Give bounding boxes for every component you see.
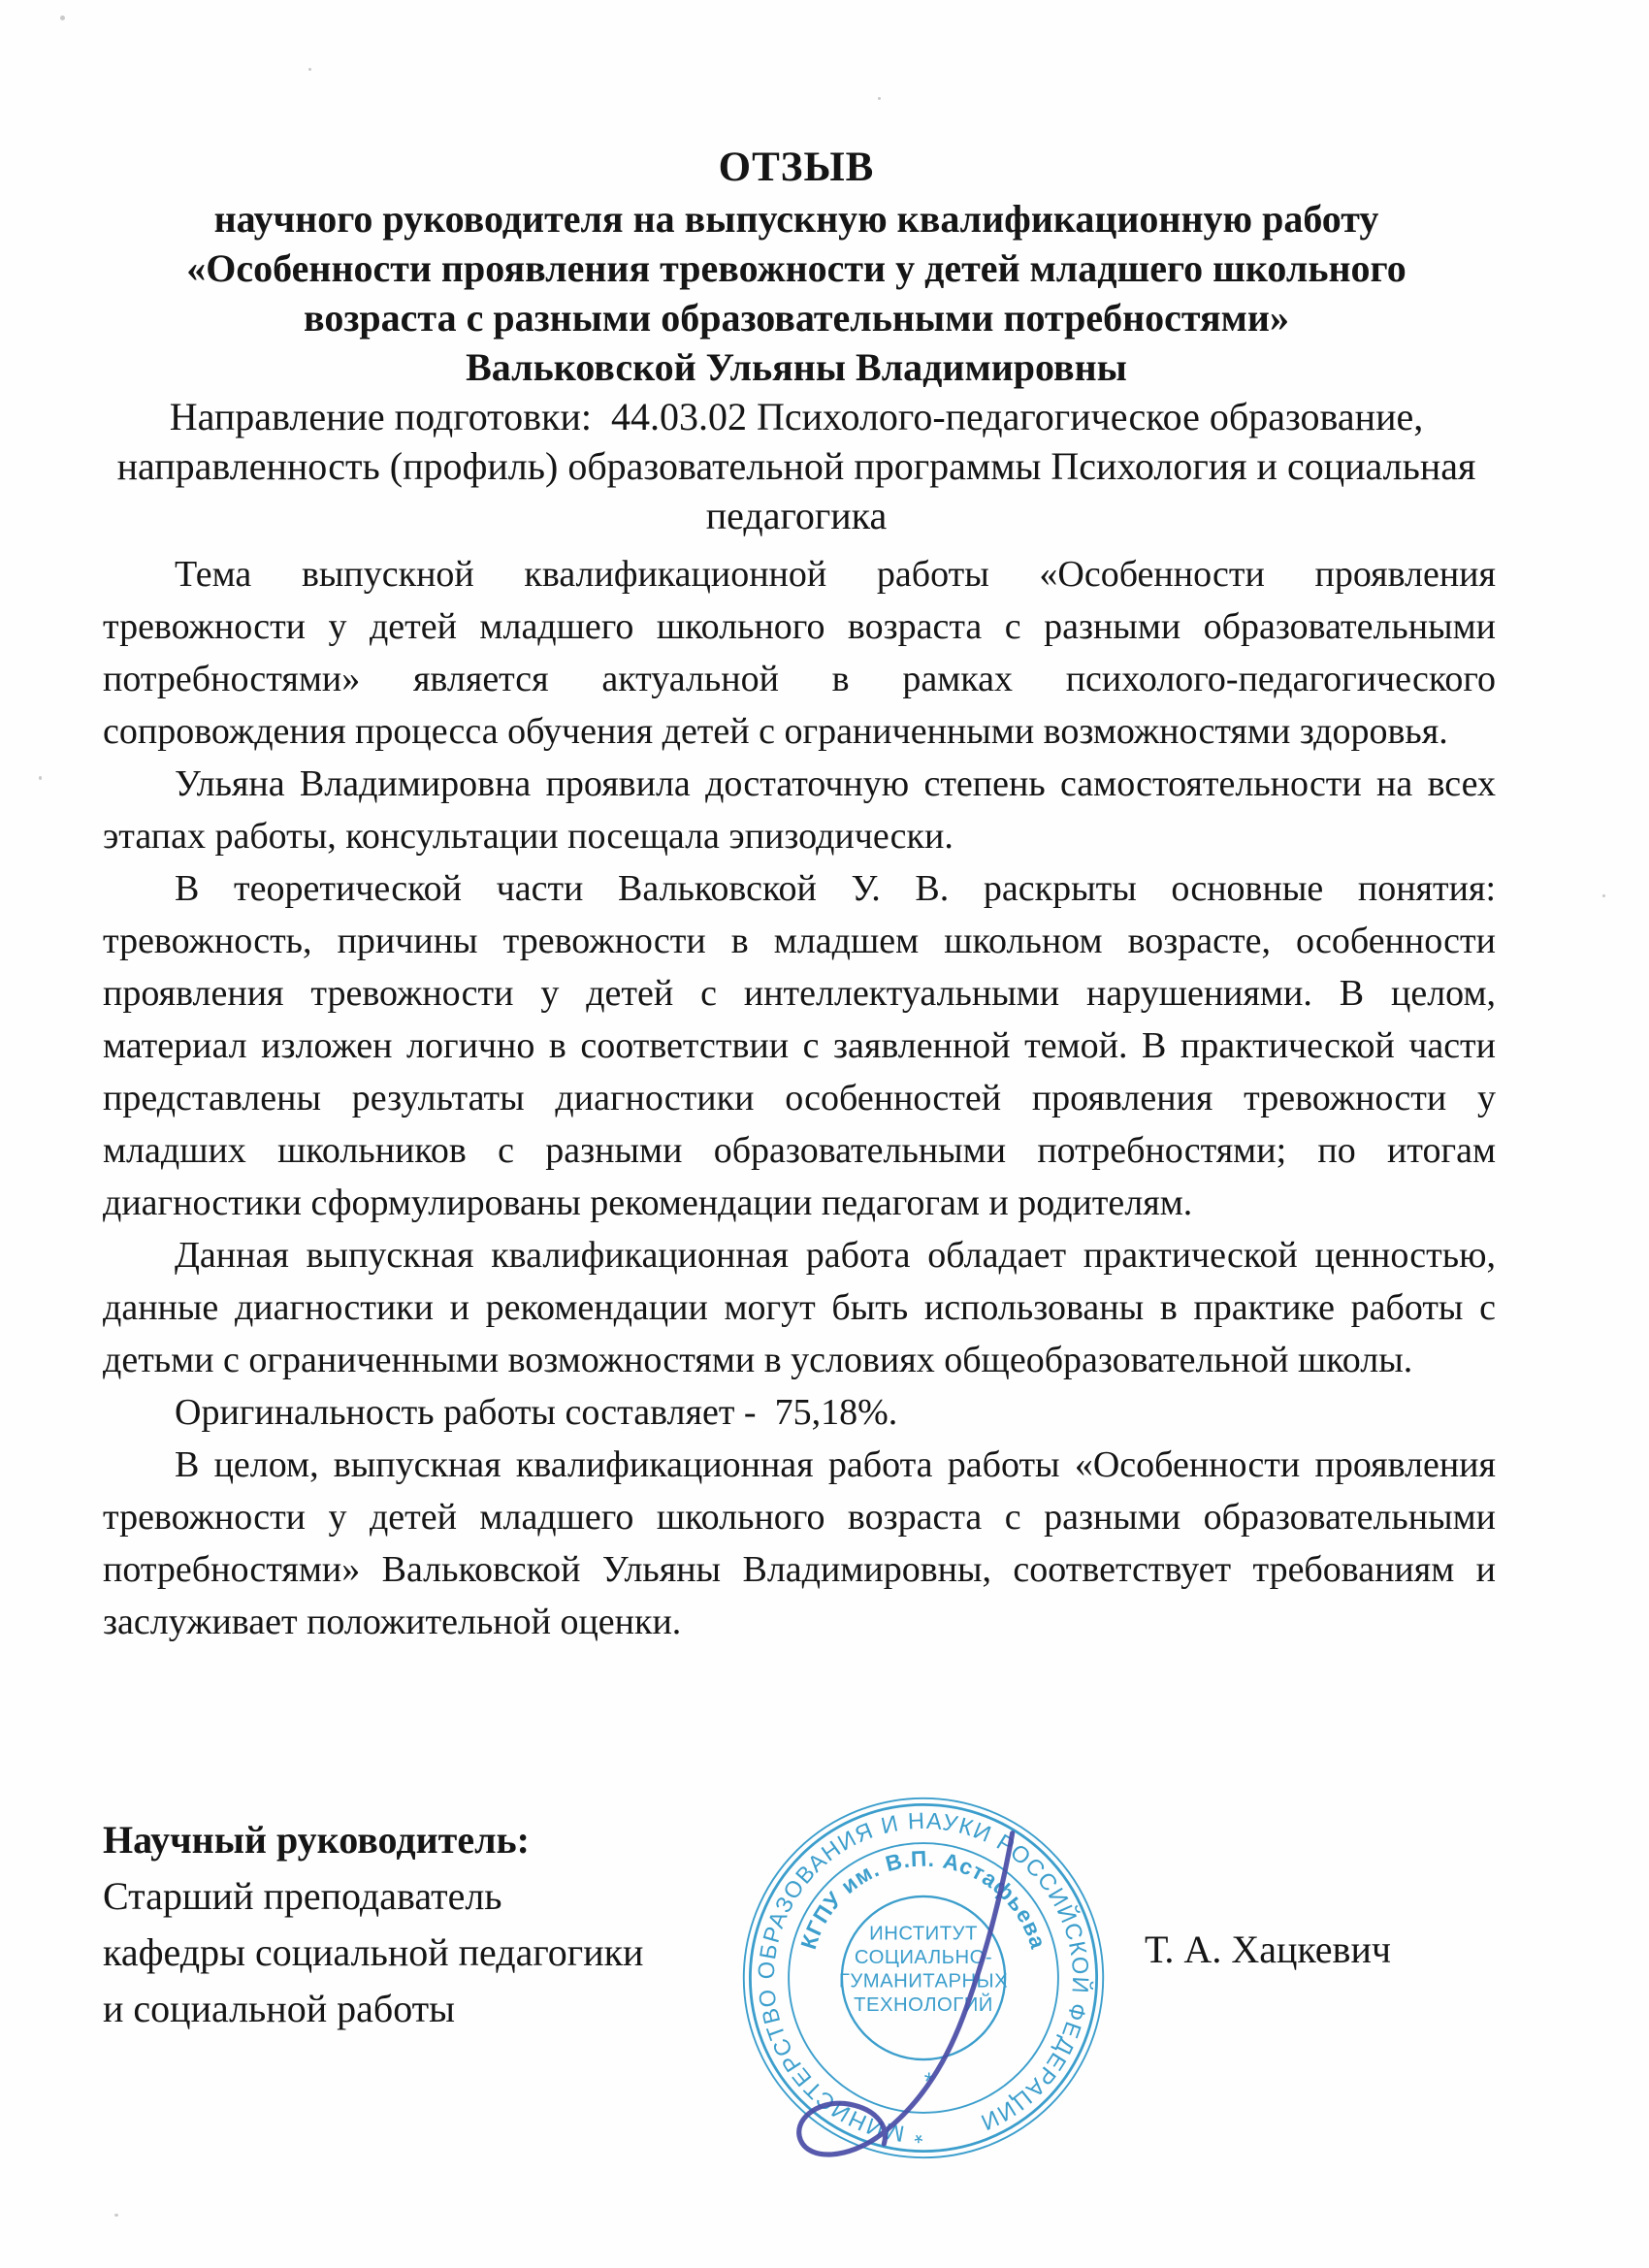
- program-line-1: Направление подготовки: 44.03.02 Психолого-педагогическое образование,: [169, 395, 1424, 438]
- document-header: [97, 0, 1496, 540]
- scan-speck: [60, 16, 65, 20]
- signer-name: Т. А. Хацкевич: [1145, 1928, 1391, 1971]
- stamp-center-line-2: СОЦИАЛЬНО-: [854, 1946, 993, 1968]
- scan-speck: [1602, 894, 1605, 897]
- supervisor-heading: Научный руководитель:: [103, 1818, 530, 1862]
- paragraph-practical-value: Данная выпускная квалификационная работа обладает практической ценностью, данные диагностики и рекомендации могут быть использованы в практике работы с детьми с ограниченными возможностями в условиях общеобразовательной школы.: [103, 1235, 1505, 1380]
- scan-speck: [308, 68, 311, 71]
- signature-block: [103, 1812, 643, 2037]
- scan-speck: [114, 2214, 118, 2217]
- header-line-3: возраста с разными образовательными потребностями»: [304, 296, 1289, 340]
- header-line-1: научного руководителя на выпускную квалификационную работу: [213, 197, 1379, 241]
- paragraph-independence: Ульяна Владимировна проявила достаточную степень самостоятельности на всех этапах работы, консультации посещала эпизодически.: [103, 763, 1505, 857]
- stamp-center-line-1: ИНСТИТУТ: [869, 1923, 978, 1945]
- stamp-ring-star: *: [923, 2068, 934, 2096]
- stamp-university-ring-text: КГПУ им. В.П. Астафьева: [794, 1845, 1052, 1953]
- document-body: [103, 548, 1505, 1648]
- paragraph-originality: Оригинальность работы составляет - 75,18%.: [175, 1392, 898, 1433]
- paragraph-theory-practice: В теоретической части Вальковской У. В. раскрыты основные понятия: тревожность, причины тревожности в младшем школьном возрасте, особенности проявления тревожности у детей с интеллектуальными нарушениями. В целом, материал изложен логично в соответствии с заявленной темой. В практической части представлены результаты диагностики особенностей проявления тревожности у младших школьников с разными образовательными потребностями; по итогам диагностики сформулированы рекомендации педагогам и родителям.: [103, 868, 1505, 1223]
- institution-stamp: [740, 1795, 1107, 2161]
- scan-speck: [878, 97, 881, 100]
- supervisor-position-line-3: и социальной работы: [103, 1987, 456, 2030]
- document-title: ОТЗЫВ: [718, 145, 875, 190]
- stamp-center-line-3: ГУМАНИТАРНЫХ: [838, 1970, 1009, 1993]
- stamp-center-line-4: ТЕХНОЛОГИЙ: [854, 1994, 993, 2017]
- paragraph-theme: Тема выпускной квалификационной работы «Особенности проявления тревожности у детей младшего школьного возраста с разными образовательными потребностями» является актуальной в рамках психолого-педагогического сопровождения процесса обучения детей с ограниченными возможностями здоровья.: [103, 554, 1505, 752]
- header-line-2: «Особенности проявления тревожности у детей младшего школьного: [186, 246, 1406, 290]
- supervisor-position-line-2: кафедры социальной педагогики: [103, 1930, 644, 1974]
- supervisor-position-line-1: Старший преподаватель: [103, 1874, 502, 1918]
- stamp-graphic: [740, 1795, 1107, 2161]
- paragraph-conclusion: В целом, выпускная квалификационная работа работы «Особенности проявления тревожности у детей младшего школьного возраста с разными образовательными потребностями» Вальковской Ульяны Владимировны, соответствует требованиям и заслуживает положительной оценки.: [103, 1444, 1505, 1642]
- program-line-2: направленность (профиль) образовательной программы Психология и социальная: [116, 444, 1476, 488]
- scan-speck: [39, 776, 42, 780]
- stamp-ministry-ring-text: * МИНИСТЕРСТВО ОБРАЗОВАНИЯ И НАУКИ РОССИЙСКОЙ ФЕДЕРАЦИИ: [754, 1808, 1093, 2148]
- header-line-4: Вальковской Ульяны Владимировны: [466, 345, 1127, 389]
- program-line-3: педагогика: [705, 494, 888, 537]
